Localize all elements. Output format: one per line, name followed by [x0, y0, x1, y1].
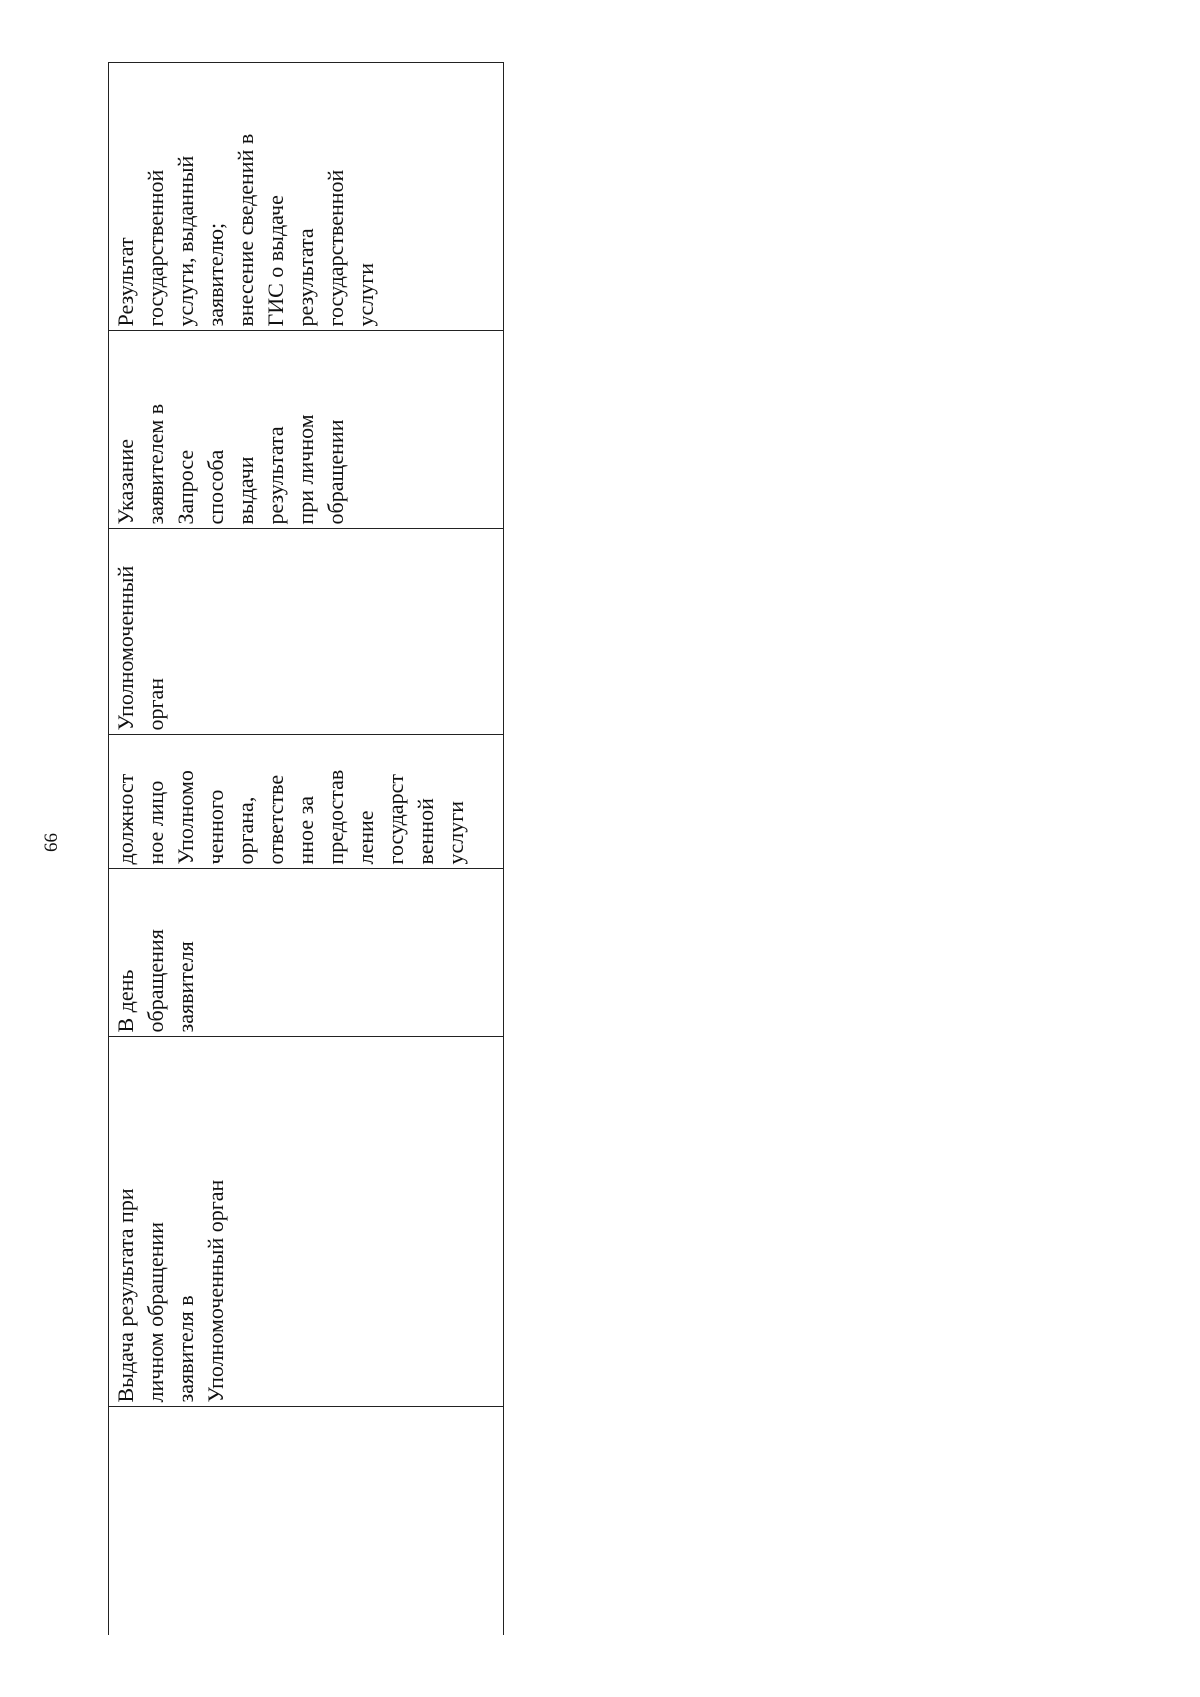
- procedure-table: [108, 63, 504, 1636]
- rotated-table-wrapper: [108, 63, 504, 1636]
- table-cell-responsible: должност ное лицо Уполномо ченного органа, ответстве нное за предостав ление государст венной услуги: [109, 735, 504, 869]
- table-cell-place: Уполномоченный орган: [109, 529, 504, 735]
- table-cell-term: В день обращения заявителя: [109, 869, 504, 1037]
- table-cell-empty: [109, 1407, 504, 1635]
- table-cell-result: Результат государственной услуги, выданный заявителю; внесение сведений в ГИС о выдаче результата государственной услуги: [109, 63, 504, 331]
- page-number: 66: [41, 833, 62, 852]
- table-row: [109, 63, 504, 1635]
- table-cell-procedure: Выдача результата при личном обращении заявителя в Уполномоченный орган: [109, 1037, 504, 1407]
- table-cell-criteria: Указание заявителем в Запросе способа выдачи результата при личном обращении: [109, 331, 504, 529]
